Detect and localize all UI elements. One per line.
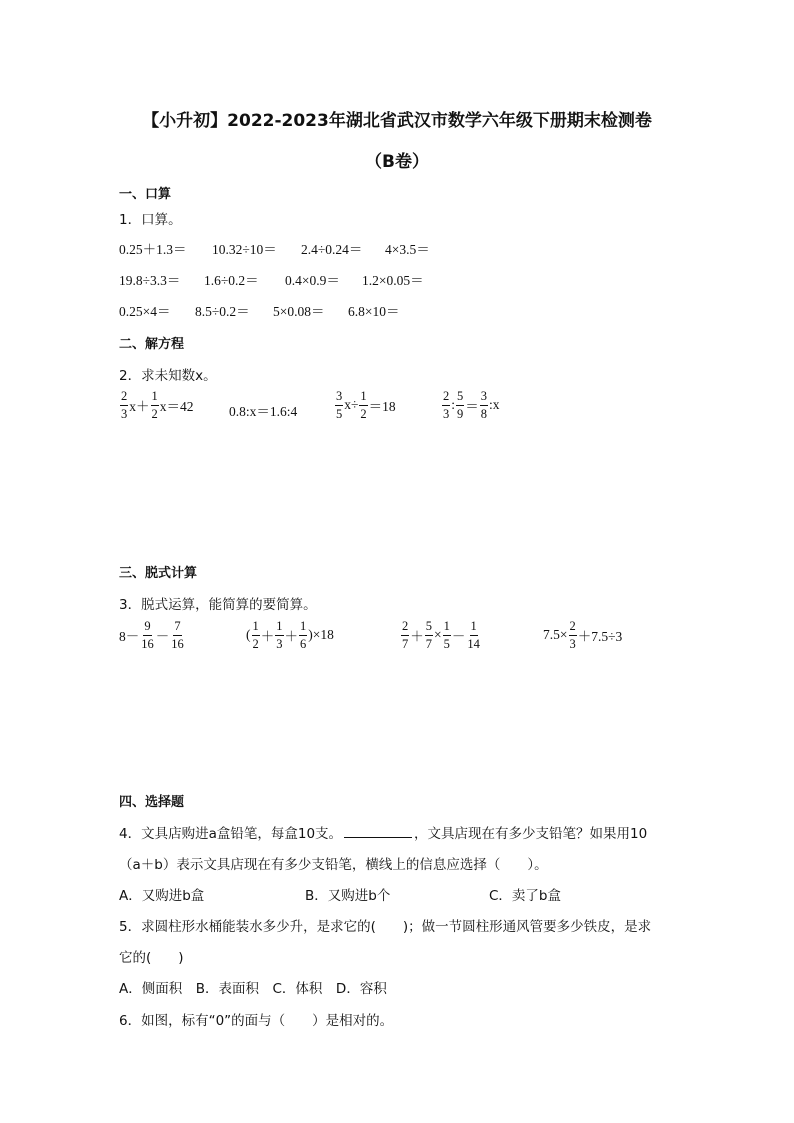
oral-item: 1.6÷0.2＝ (204, 273, 259, 288)
equation-2: 0.8:x＝1.6:4 (229, 404, 298, 419)
oral-item: 4×3.5＝ (385, 242, 430, 257)
oral-item: 1.2×0.05＝ (362, 273, 424, 288)
option-c[interactable]: C．卖了b盒 (489, 888, 561, 904)
question-5-line-2: 它的( ) (119, 950, 184, 966)
page-title: 【小升初】2022-2023年湖北省武汉市数学六年级下册期末检测卷 (142, 111, 652, 131)
section-heading-equations: 二、解方程 (119, 337, 185, 352)
oral-item: 8.5÷0.2＝ (195, 304, 250, 319)
question-5-line-1: 5．求圆柱形水桶能装水多少升，是求它的( )；做一节圆柱形通风管要多少铁皮，是求 (119, 919, 652, 935)
equation-1: 2 3 x＋ 1 2 x＝42 (121, 389, 194, 421)
question-1: 1．口算。 (119, 212, 182, 228)
oral-item: 0.4×0.9＝ (285, 273, 340, 288)
section-heading-oral: 一、口算 (119, 187, 172, 202)
option-b[interactable]: B．又购进b个 (305, 888, 391, 904)
equation-3: 3 5 x÷ $\frac{1}{2}$ ＝18 (336, 389, 396, 421)
section-heading-stepwise: 三、脱式计算 (119, 566, 198, 581)
question-2: 2．求未知数x。 (119, 368, 217, 384)
question-5-options[interactable]: A．侧面积 B．表面积 C．体积 D．容积 (119, 981, 387, 997)
question-4-line-1: 4．文具店购进a盒铅笔，每盒10支。 ，文具店现在有多少支铅笔？如果用10 (119, 826, 648, 842)
section-heading-choice: 四、选择题 (119, 795, 185, 810)
equation-4: 2 3 : 5 9 ＝ 3 8 :x (443, 389, 500, 421)
calc-4: 7.5× $\frac{2}{3}$ ＋7.5÷3 (543, 619, 623, 651)
oral-item: 2.4÷0.24＝ (301, 242, 363, 257)
question-3: 3．脱式运算，能简算的要简算。 (119, 597, 317, 613)
oral-item: 6.8×10＝ (348, 304, 400, 319)
calc-1: 8－ 9 16 － 7 16 (119, 619, 184, 651)
oral-item: 0.25×4＝ (119, 304, 171, 319)
oral-item: 19.8÷3.3＝ (119, 273, 181, 288)
calc-2: ( 1 2 ＋ 1 3 ＋ 1 6 )×18 (246, 619, 334, 651)
page-subtitle: （B卷） (365, 152, 429, 172)
option-a[interactable]: A．又购进b盒 (119, 888, 205, 904)
oral-item: 0.25＋1.3＝ (119, 242, 187, 257)
oral-item: 5×0.08＝ (273, 304, 325, 319)
oral-item: 10.32÷10＝ (212, 242, 277, 257)
answer-blank[interactable] (344, 825, 412, 838)
question-6: 6．如图，标有“0”的面与（ ）是相对的。 (119, 1013, 394, 1029)
question-4-line-2: （a＋b）表示文具店现在有多少支铅笔，横线上的信息应选择（ ）。 (119, 857, 548, 873)
calc-3: 2 7 ＋ $\frac{5}{7}$ × $\frac{1}{5}$ － 1 14 (402, 619, 480, 651)
